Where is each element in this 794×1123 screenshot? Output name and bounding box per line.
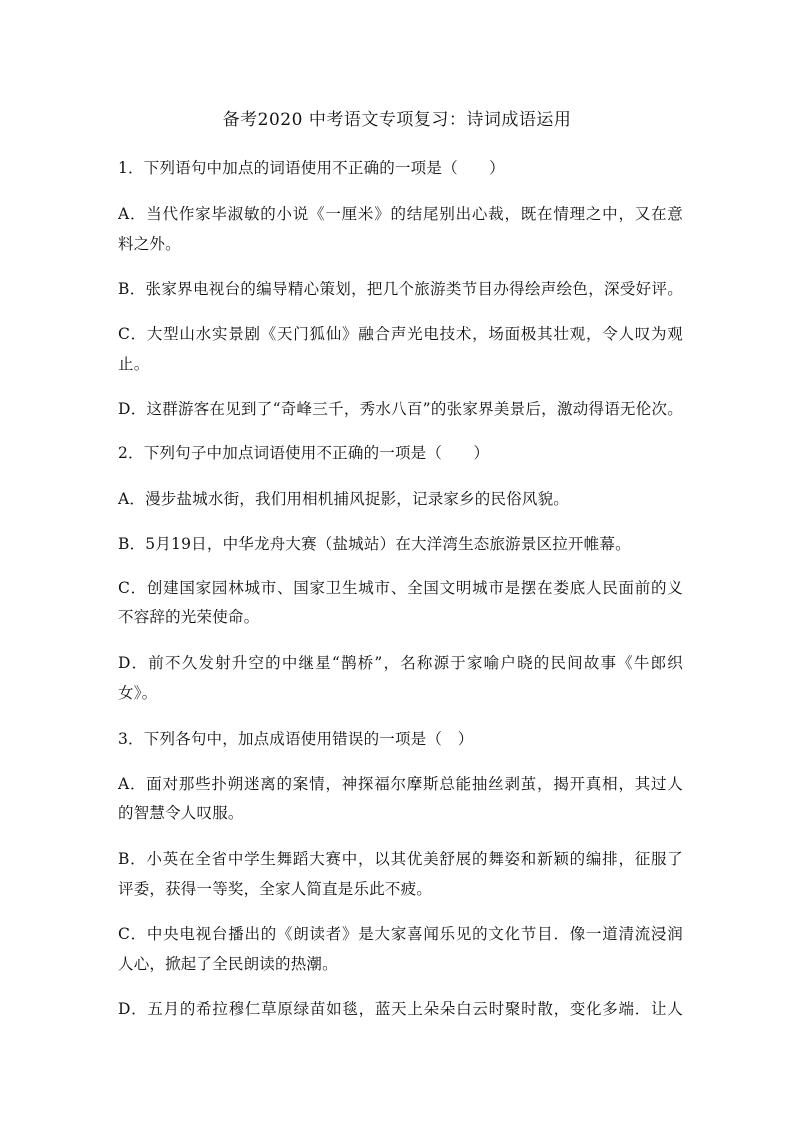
question-2-option-c-line-2: 不容辞的光荣使命。 (118, 608, 260, 626)
question-3-option-a-line-2: 的智慧令人叹服。 (118, 804, 244, 822)
question-2-option-b: B．5月19日，中华龙舟大赛（盐城站）在大洋湾生态旅游景区拉开帷幕。 (118, 535, 631, 553)
question-2-option-d-line-2: 女》。 (118, 684, 158, 702)
question-2-stem: 2．下列句子中加点词语使用不正确的一项是（ ） (118, 444, 490, 462)
document-title: 备考2020 中考语文专项复习：诗词成语运用 (222, 110, 572, 130)
question-2-option-c-line-1: C．创建国家园林城市、国家卫生城市、全国文明城市是摆在娄底人民面前的义 (118, 579, 683, 597)
question-3-option-c-line-1: C．中央电视台播出的《朗读者》是大家喜闻乐见的文化节目．像一道清流浸润 (118, 925, 683, 943)
question-1-option-d: D．这群游客在见到了“奇峰三千，秀水八百”的张家界美景后，激动得语无伦次。 (118, 400, 683, 418)
question-3-option-d-line-1: D．五月的希拉穆仁草原绿苗如毯，蓝天上朵朵白云时聚时散，变化多端．让人 (118, 1000, 683, 1018)
question-1-option-b: B．张家界电视台的编导精心策划，把几个旅游类节目办得绘声绘色，深受好评。 (118, 280, 683, 298)
question-3-option-a-line-1: A．面对那些扑朔迷离的案情，神探福尔摩斯总能抽丝剥茧，揭开真相，其过人 (118, 775, 683, 793)
question-1-option-c-line-1: C．大型山水实景剧《天门狐仙》融合声光电技术，场面极其壮观，令人叹为观 (118, 325, 683, 343)
question-3-stem: 3．下列各句中，加点成语使用错误的一项是（ ） (118, 730, 474, 748)
question-3-option-b-line-1: B．小英在全省中学生舞蹈大赛中，以其优美舒展的舞姿和新颖的编排，征服了 (118, 850, 683, 868)
question-3-option-b-line-2: 评委，获得一等奖，全家人简直是乐此不疲。 (118, 880, 433, 898)
question-3-option-c-line-2: 人心，掀起了全民朗读的热潮。 (118, 955, 338, 973)
question-1-option-a-line-1: A．当代作家毕淑敏的小说《一厘米》的结尾别出心裁，既在情理之中，又在意 (118, 205, 683, 223)
question-2-option-d-line-1: D．前不久发射升空的中继星“鹊桥”，名称源于家喻户晓的民间故事《牛郎织 (118, 654, 683, 672)
question-1-option-c-line-2: 止。 (118, 355, 150, 373)
question-1-stem: 1．下列语句中加点的词语使用不正确的一项是（ ） (118, 159, 505, 177)
question-1-option-a-line-2: 料之外。 (118, 235, 181, 253)
question-2-option-a: A．漫步盐城水街，我们用相机捕风捉影，记录家乡的民俗风貌。 (118, 490, 569, 508)
